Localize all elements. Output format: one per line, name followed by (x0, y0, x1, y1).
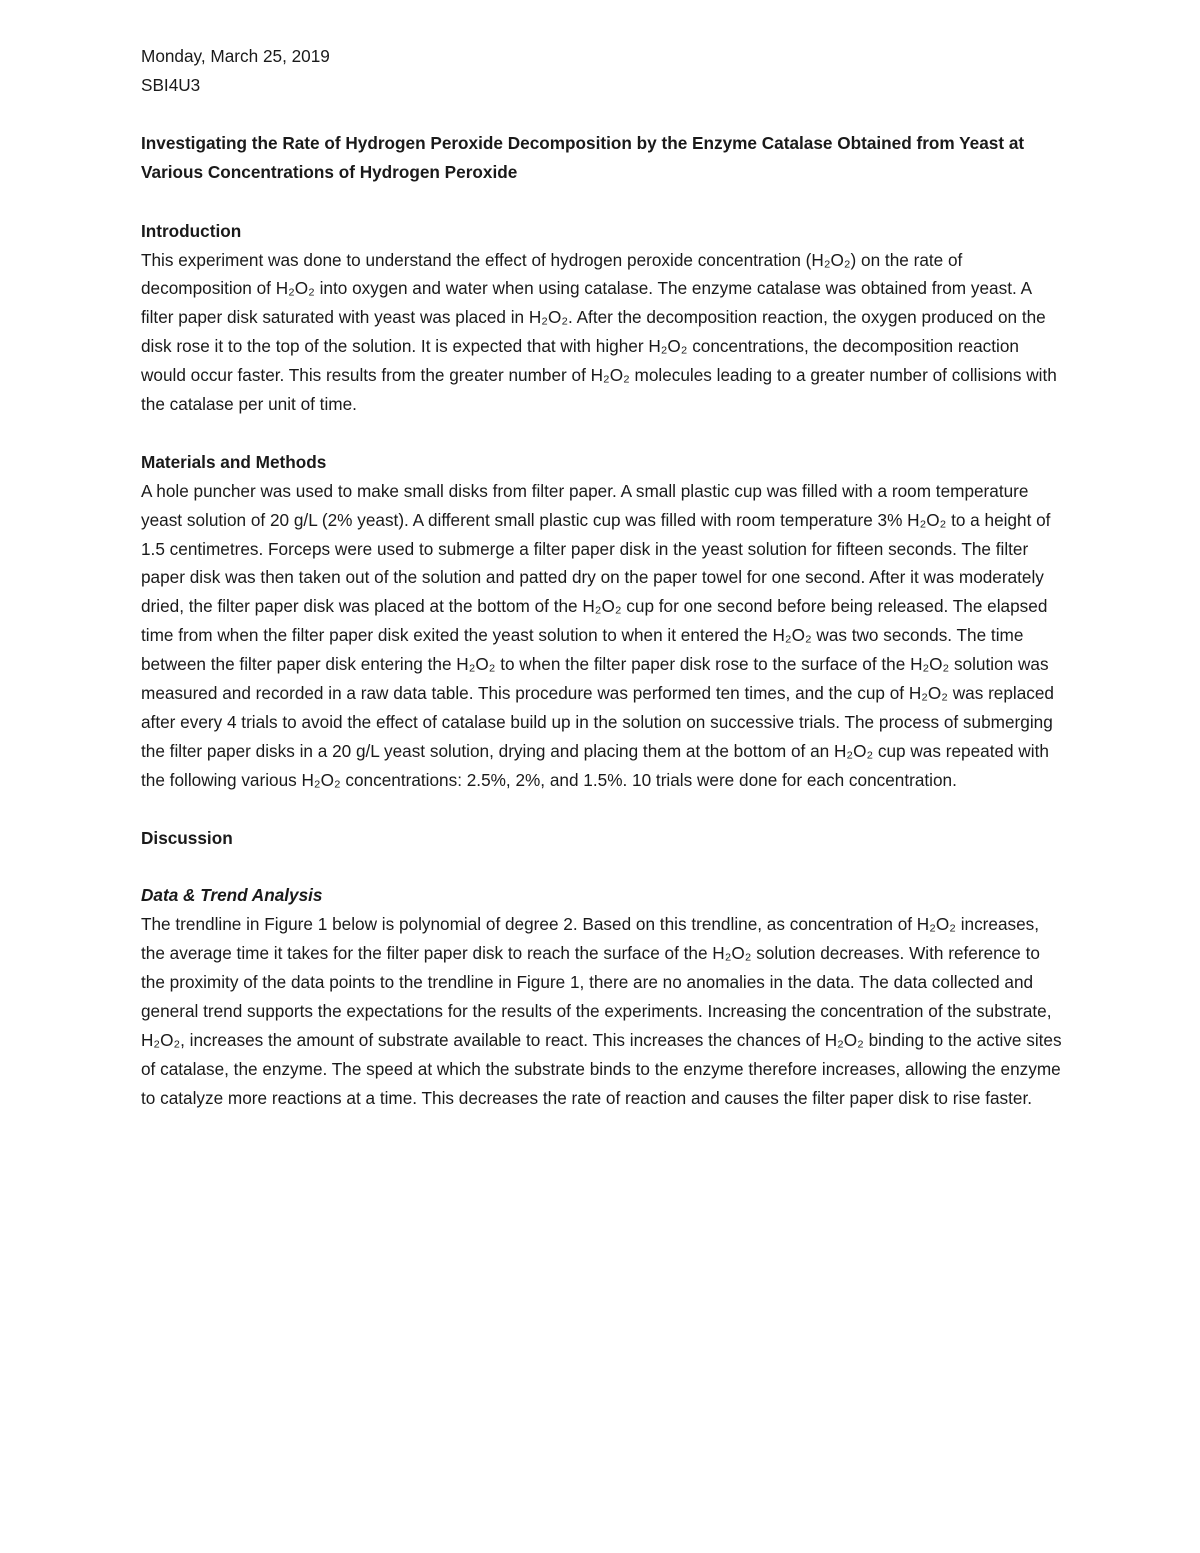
materials-heading: Materials and Methods (141, 451, 327, 472)
trend-analysis-subheading: Data & Trend Analysis (141, 885, 323, 906)
discussion-heading: Discussion (141, 827, 233, 848)
spacer (141, 853, 1066, 882)
spacer (141, 795, 1066, 824)
course-code: SBI4U3 (141, 74, 201, 95)
discussion-body: The trendline in Figure 1 below is polynomial of degree 2. Based on this trendline, as concentration of H₂O₂ increases, the average time it takes for the filter paper disk to reach the surface of the H₂O₂ solution decreases. With reference to the proximity of the data points to the trendline in Figure 1, there are no anomalies in the data. The data collected and general trend supports the expectations for the results of the experiments. Increasing the concentration of the substrate, H₂O₂, increases the amount of substrate available to react. This increases the chances of H₂O₂ binding to the active sites of catalase, the enzyme. The speed at which the substrate binds to the enzyme therefore increases, allowing the enzyme to catalyze more reactions at a time. This decreases the rate of reaction and causes the filter paper disk to rise faster. (141, 914, 1067, 1108)
date-line: Monday, March 25, 2019 (141, 46, 330, 66)
document-page (141, 42, 1066, 1113)
introduction-body: This experiment was done to understand the effect of hydrogen peroxide concentration (H₂O₂) on the rate of decomposition of H₂O₂ into oxygen and water when using catalase. The enzyme catalase was obtained from yeast. A filter paper disk saturated with yeast was placed in H₂O₂. After the decomposition reaction, the oxygen produced on the disk rose it to the top of the solution. It is expected that with higher H₂O₂ concentrations, the decomposition reaction would occur faster. This results from the greater number of H₂O₂ molecules leading to a greater number of collisions with the catalase per unit of time. (141, 249, 1062, 415)
spacer (141, 188, 1066, 217)
report-title: Investigating the Rate of Hydrogen Peroxide Decomposition by the Enzyme Catalase Obtained from Yeast at Various Concentrations of Hydrogen Peroxide (141, 132, 1029, 183)
introduction-heading: Introduction (141, 220, 242, 241)
spacer (141, 419, 1066, 448)
materials-body: A hole puncher was used to make small disks from filter paper. A small plastic cup was filled with a room temperature yeast solution of 20 g/L (2% yeast). A different small plastic cup was filled with room temperature 3% H₂O₂ to a height of 1.5 centimetres. Forceps were used to submerge a filter paper disk in the yeast solution for fifteen seconds. The filter paper disk was then taken out of the solution and patted dry on the paper towel for one second. After it was moderately dried, the filter paper disk was placed at the bottom of the H₂O₂ cup for one second before being released. The elapsed time from when the filter paper disk exited the yeast solution to when it entered the H₂O₂ was two seconds. The time between the filter paper disk entering the H₂O₂ to when the filter paper disk rose to the surface of the H₂O₂ solution was measured and recorded in a raw data table. This procedure was performed ten times, and the cup of H₂O₂ was replaced after every 4 trials to avoid the effect of catalase build up in the solution on successive trials. The process of submerging the filter paper disks in a 20 g/L yeast solution, drying and placing them at the bottom of an H₂O₂ cup was repeated with the following various H₂O₂ concentrations: 2.5%, 2%, and 1.5%. 10 trials were done for each concentration. (141, 480, 1059, 790)
spacer (141, 100, 1066, 129)
